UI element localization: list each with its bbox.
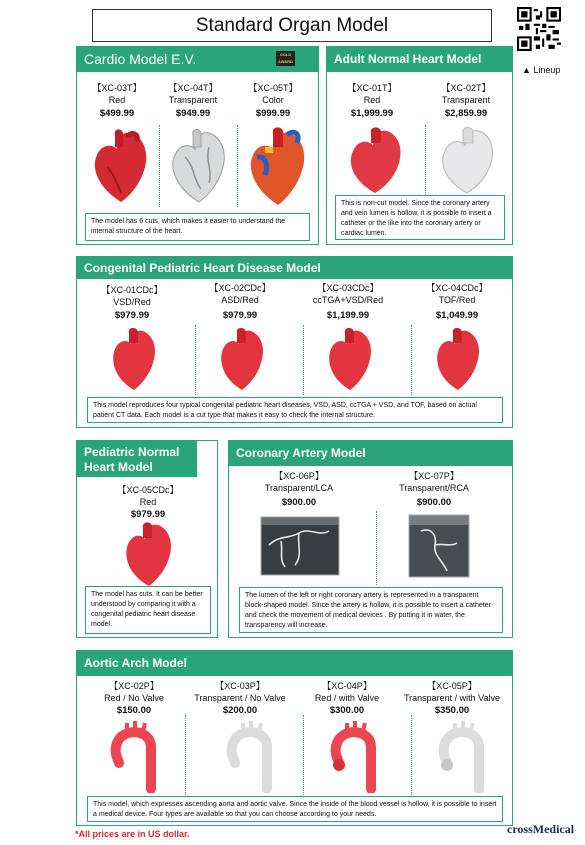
lca-block-image bbox=[259, 515, 341, 577]
aortic-note: This model, which expresses ascending aorta and aortic valve. Since the inside of the blood vessel is hollow, it is possible to insert a medical device. Four types are available so that you can choose according to your needs. bbox=[87, 796, 503, 822]
item-price: $499.99 bbox=[99, 108, 135, 119]
cardio-section bbox=[76, 46, 319, 245]
coronary-note: The lumen of the left or right coronary artery is represented in a transparent block-shaped model. Since the artery is hollow, it is possible to insert a catheter and check the movement of medical devices . By putting it in water, the transparency will increase. bbox=[239, 587, 503, 633]
item-variant: Red / with Valve bbox=[314, 693, 380, 703]
item-price: $1,999.99 bbox=[350, 108, 394, 119]
item-price: $949.99 bbox=[175, 108, 211, 119]
item-price: $150.00 bbox=[116, 705, 152, 716]
qr-code[interactable] bbox=[517, 7, 561, 51]
item-price: $1,199.99 bbox=[326, 310, 370, 321]
item-variant: Transparent bbox=[168, 95, 218, 105]
red-aorta-no-valve-image bbox=[101, 719, 165, 793]
item-price: $300.00 bbox=[329, 705, 365, 716]
coronary-header: Coronary Artery Model bbox=[229, 441, 512, 466]
transparent-heart-image bbox=[433, 127, 501, 197]
item-variant: Red bbox=[108, 95, 126, 105]
item-price: $979.99 bbox=[222, 310, 258, 321]
item-variant: Red bbox=[139, 497, 157, 507]
congenital-header: Congenital Pediatric Heart Disease Model bbox=[77, 257, 512, 279]
item-code: 【XC-03P】 bbox=[215, 681, 265, 691]
item-variant: Red bbox=[363, 95, 381, 105]
item-price: $900.00 bbox=[281, 497, 317, 508]
color-heart-image bbox=[243, 125, 313, 209]
item-code: 【XC-03T】 bbox=[92, 83, 142, 93]
item-code: 【XC-01CDc】 bbox=[101, 285, 163, 295]
item-variant: VSD/Red bbox=[113, 297, 151, 307]
price-footnote: *All prices are in US dollar. bbox=[75, 829, 190, 839]
item-price: $900.00 bbox=[416, 497, 452, 508]
item-code: 【XC-07P】 bbox=[409, 471, 459, 481]
item-variant: ASD/Red bbox=[221, 295, 259, 305]
aortic-section bbox=[76, 650, 513, 826]
red-aorta-with-valve-image bbox=[321, 719, 385, 793]
congenital-section bbox=[76, 256, 513, 428]
page-title: Standard Organ Model bbox=[92, 9, 492, 42]
item-variant: Transparent/LCA bbox=[264, 483, 334, 493]
tof-heart-image bbox=[431, 327, 485, 393]
cctga-vsd-heart-image bbox=[323, 327, 377, 393]
coronary-section bbox=[228, 440, 513, 638]
item-variant: Transparent/RCA bbox=[399, 483, 469, 493]
item-variant: Color bbox=[262, 95, 284, 105]
item-price: $200.00 bbox=[222, 705, 258, 716]
item-code: 【XC-06P】 bbox=[274, 471, 324, 481]
item-code: 【XC-05T】 bbox=[248, 83, 298, 93]
item-price: $350.00 bbox=[434, 705, 470, 716]
pediatric-note: The model has cuts. It can be better understood by comparing it with a congenital pediatric heart disease model. bbox=[85, 586, 211, 634]
item-code: 【XC-05CDc】 bbox=[117, 485, 179, 495]
item-variant: Transparent bbox=[441, 95, 491, 105]
item-price: $979.99 bbox=[130, 509, 166, 520]
item-price: $979.99 bbox=[114, 310, 150, 321]
red-heart-image bbox=[341, 127, 409, 197]
transparent-aorta-with-valve-image bbox=[429, 719, 493, 793]
item-code: 【XC-05P】 bbox=[427, 681, 477, 691]
rca-block-image bbox=[407, 513, 471, 579]
item-price: $1,049.99 bbox=[435, 310, 479, 321]
item-variant: Red / No Valve bbox=[104, 693, 164, 703]
item-code: 【XC-04T】 bbox=[168, 83, 218, 93]
vsd-heart-image bbox=[107, 327, 161, 393]
aortic-header: Aortic Arch Model bbox=[77, 651, 512, 676]
pediatric-section bbox=[76, 440, 218, 638]
item-variant: Transparent / with Valve bbox=[403, 693, 501, 703]
adult-section bbox=[326, 46, 513, 245]
cardio-note: The model has 6 cuts, which makes it easier to understand the internal structure of the heart. bbox=[85, 213, 310, 241]
item-code: 【XC-02P】 bbox=[109, 681, 159, 691]
item-variant: TOF/Red bbox=[438, 295, 476, 305]
item-price: $999.99 bbox=[255, 108, 291, 119]
item-code: 【XC-02T】 bbox=[441, 83, 491, 93]
pediatric-heart-image bbox=[119, 521, 179, 589]
red-heart-image bbox=[87, 127, 155, 207]
pediatric-header: Pediatric Normal Heart Model bbox=[77, 441, 197, 477]
adult-header: Adult Normal Heart Model bbox=[327, 47, 512, 72]
item-code: 【XC-01T】 bbox=[347, 83, 397, 93]
item-code: 【XC-04P】 bbox=[322, 681, 372, 691]
transparent-aorta-no-valve-image bbox=[217, 719, 281, 793]
transparent-heart-image bbox=[165, 127, 233, 207]
cardio-header: Cardio Model E.V. bbox=[77, 47, 318, 72]
item-code: 【XC-04CDc】 bbox=[426, 283, 488, 293]
gold-award-badge: GOLD AWARD bbox=[276, 51, 295, 66]
item-price: $2,859.99 bbox=[444, 108, 488, 119]
item-variant: Transparent / No Valve bbox=[194, 693, 286, 703]
item-variant: ccTGA+VSD/Red bbox=[312, 295, 384, 305]
item-code: 【XC-02CDc】 bbox=[209, 283, 271, 293]
item-code: 【XC-03CDc】 bbox=[317, 283, 379, 293]
lineup-link[interactable]: ▲ Lineup bbox=[522, 65, 561, 75]
crossmedical-logo: crossMedical bbox=[507, 822, 575, 836]
congenital-note: This model reproduces four typical congenital pediatric heart diseases, VSD, ASD, ccTGA + VSD, and TOF, based on actual patient CT data. Each model is a cut type that makes it easy to check the internal structure. bbox=[87, 397, 503, 423]
adult-note: This is non-cut model. Since the coronary artery and vein lumen is hollow, it is possible to insert a catheter or the like into the coronary artery or cardiac lumen. bbox=[335, 195, 505, 240]
asd-heart-image bbox=[215, 327, 269, 393]
